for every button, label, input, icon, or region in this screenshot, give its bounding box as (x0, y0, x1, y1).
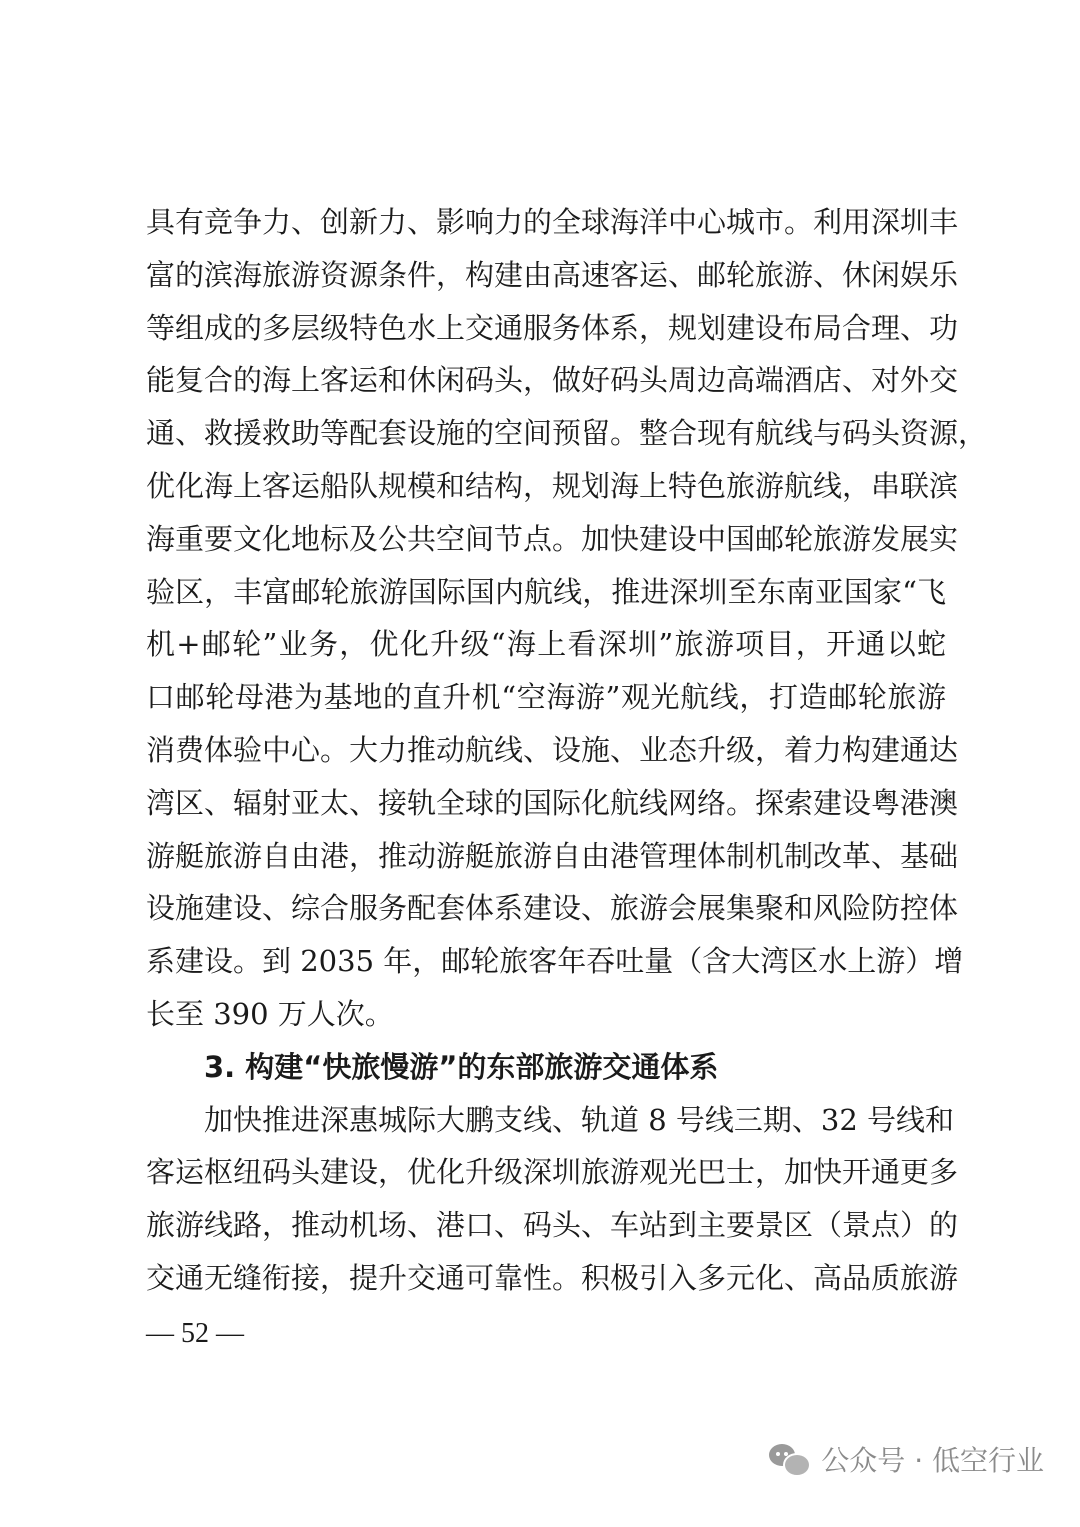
paragraph-line: 长至 390 万人次。 (146, 996, 394, 1031)
watermark-text: 公众号 · 低空行业 (821, 1444, 1044, 1477)
paragraph-line: 具有竞争力、创新力、影响力的全球海洋中心城市。利用深圳丰 (146, 205, 959, 239)
paragraph-line: 验区，丰富邮轮旅游国际国内航线，推进深圳至东南亚国家“飞 (146, 574, 946, 609)
paragraph-line: 能复合的海上客运和休闲码头，做好码头周边高端酒店、对外交 (146, 363, 959, 398)
paragraph-line: 消费体验中心。大力推动航线、设施、业态升级，着力构建通达 (146, 732, 959, 767)
paragraph-line: 设施建设、综合服务配套体系建设、旅游会展集聚和风险防控体 (146, 891, 959, 926)
paragraph-line: 系建设。到 2035 年，邮轮旅客年吞吐量（含大湾区水上游）增 (146, 944, 964, 979)
body-text (146, 196, 988, 1305)
paragraph-line: 游艇旅游自由港，推动游艇旅游自由港管理体制机制改革、基础 (146, 838, 959, 873)
paragraph-line: 优化海上客运船队规模和结构，规划海上特色旅游航线，串联滨 (146, 468, 959, 503)
watermark (769, 1436, 1044, 1482)
wechat-icon (769, 1442, 809, 1476)
paragraph-line: 机+邮轮”业务，优化升级“海上看深圳”旅游项目，开通以蛇 (146, 627, 946, 662)
paragraph-line: 海重要文化地标及公共空间节点。加快建设中国邮轮旅游发展实 (146, 521, 959, 556)
paragraph-line: 交通无缝衔接，提升交通可靠性。积极引入多元化、高品质旅游 (146, 1260, 959, 1295)
section-heading: 3. 构建“快旅慢游”的东部旅游交通体系 (204, 1049, 719, 1084)
paragraph-line: 旅游线路，推动机场、港口、码头、车站到主要景区（景点）的 (146, 1208, 959, 1243)
paragraph-line: 加快推进深惠城际大鹏支线、轨道 8 号线三期、32 号线和 (204, 1102, 955, 1137)
paragraph-line: 通、救援救助等配套设施的空间预留。整合现有航线与码头资源， (146, 416, 988, 451)
paragraph-line: 等组成的多层级特色水上交通服务体系，规划建设布局合理、功 (146, 310, 959, 345)
paragraph-line: 富的滨海旅游资源条件，构建由高速客运、邮轮旅游、休闲娱乐 (146, 257, 959, 292)
paragraph-line: 客运枢纽码头建设，优化升级深圳旅游观光巴士，加快开通更多 (146, 1155, 959, 1190)
page-number: — 52 — (146, 1318, 244, 1349)
paragraph-line: 口邮轮母港为基地的直升机“空海游”观光航线，打造邮轮旅游 (146, 680, 946, 715)
paragraph-line: 湾区、辐射亚太、接轨全球的国际化航线网络。探索建设粤港澳 (146, 785, 959, 820)
